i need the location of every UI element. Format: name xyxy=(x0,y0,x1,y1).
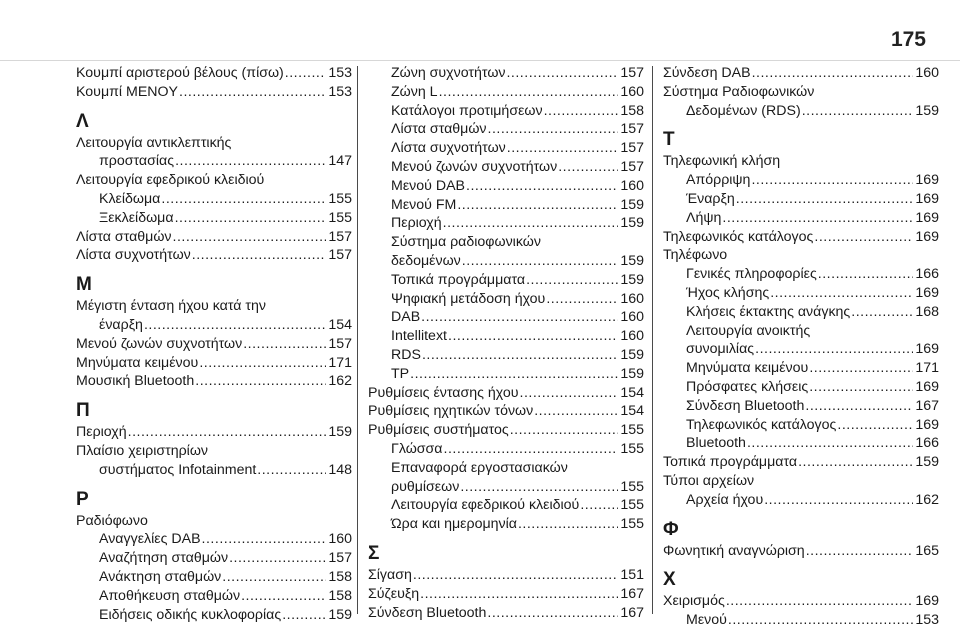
index-entry xyxy=(368,402,644,421)
dot-leader xyxy=(199,354,326,373)
dot-leader xyxy=(770,284,913,303)
index-entry-page: 169 xyxy=(915,593,939,610)
dot-leader xyxy=(243,335,326,354)
dot-leader xyxy=(506,64,618,83)
index-entry-page: 157 xyxy=(328,335,352,352)
index-entry-term: ρυθμίσεων xyxy=(391,478,460,495)
dot-leader xyxy=(195,372,326,391)
index-entry xyxy=(663,453,939,472)
index-entry xyxy=(368,290,644,309)
index-column-2 xyxy=(368,64,644,622)
index-entry xyxy=(663,491,939,510)
index-entry-term: Αναζήτηση σταθμών xyxy=(99,550,229,567)
dot-leader xyxy=(818,265,914,284)
index-entry xyxy=(76,423,352,442)
dot-leader xyxy=(526,271,618,290)
index-entry-term: Αναγγελίες DAB xyxy=(99,531,201,548)
index-entry xyxy=(76,152,352,171)
index-entry-term: Λίστα σταθμών xyxy=(76,228,172,245)
index-entry xyxy=(368,139,644,158)
dot-leader xyxy=(747,434,913,453)
dot-leader xyxy=(202,530,327,549)
index-entry-page: 153 xyxy=(915,612,939,629)
index-entry-term: Σύνδεση Bluetooth xyxy=(368,604,487,621)
index-entry-page: 159 xyxy=(620,365,644,382)
index-entry-page: 160 xyxy=(620,177,644,194)
dot-leader xyxy=(520,384,619,403)
index-entry-page: 160 xyxy=(915,65,939,81)
index-entry-page: 153 xyxy=(328,65,352,81)
index-entry xyxy=(368,346,644,365)
index-entry xyxy=(76,246,352,265)
index-entry-page: 155 xyxy=(328,190,352,207)
index-entry-term: Περιοχή xyxy=(391,215,442,232)
index-entry xyxy=(368,64,644,83)
dot-leader xyxy=(488,120,619,139)
index-entry xyxy=(76,335,352,354)
index-entry xyxy=(663,284,939,303)
index-entry-page: 151 xyxy=(620,566,644,583)
index-entry-page: 159 xyxy=(620,271,644,288)
index-entry-term: Κουμπί MENOY xyxy=(76,83,179,100)
index-entry-term: Ζώνη L xyxy=(391,83,438,100)
index-entry-term: Λειτουργία εφεδρικού κλειδιού xyxy=(391,497,580,514)
index-heading: Λειτουργία εφεδρικού κλειδιού xyxy=(76,172,265,189)
index-entry xyxy=(76,228,352,247)
index-entry-term: Κλήσεις έκτακτης ανάγκης xyxy=(686,303,851,320)
index-entry-term: Χειρισμός xyxy=(663,593,725,610)
index-entry xyxy=(76,587,352,606)
index-entry-page: 171 xyxy=(915,360,939,377)
index-entry xyxy=(368,271,644,290)
index-entry-term: Μενού ζωνών συχνοτήτων xyxy=(76,335,243,352)
index-entry-term: Ψηφιακή μετάδοση ήχου xyxy=(391,290,546,307)
index-entry-page: 158 xyxy=(328,568,352,585)
index-entry-term: Λίστα σταθμών xyxy=(391,121,487,138)
index-entry-term: Φωνητική αναγνώριση xyxy=(663,542,805,559)
index-entry-term: Intellitext xyxy=(391,328,447,345)
index-entry-term: Σύνδεση DAB xyxy=(663,65,751,81)
index-entry xyxy=(76,606,352,625)
index-heading: Λειτουργία ανοικτής xyxy=(686,322,811,339)
index-entry xyxy=(663,397,939,416)
index-entry-term: συστήματος Infotainment xyxy=(99,461,257,478)
index-entry xyxy=(368,120,644,139)
index-entry-term: συνομιλίας xyxy=(686,341,755,358)
index-entry xyxy=(368,365,644,384)
index-entry-term: Γλώσσα xyxy=(391,440,443,457)
dot-leader xyxy=(764,491,913,510)
index-entry-page: 155 xyxy=(620,440,644,457)
dot-leader xyxy=(161,190,326,209)
index-entry xyxy=(76,530,352,549)
index-entry-term: DAB xyxy=(391,309,421,326)
dot-leader xyxy=(144,316,326,335)
index-entry xyxy=(368,327,644,346)
index-entry-page: 167 xyxy=(620,604,644,621)
index-entry xyxy=(368,83,644,102)
index-entry-term: Ρυθμίσεις ηχητικών τόνων xyxy=(368,403,534,420)
index-heading: Τηλεφωνική κλήση xyxy=(663,153,781,170)
index-entry-page: 169 xyxy=(915,190,939,207)
index-entry-page: 159 xyxy=(620,215,644,232)
dot-leader xyxy=(462,252,619,271)
index-entry-page: 167 xyxy=(620,585,644,602)
index-entry-page: 147 xyxy=(328,153,352,170)
index-entry-term: Τηλεφωνικός κατάλογος xyxy=(686,416,837,433)
dot-leader xyxy=(173,228,327,247)
index-entry xyxy=(368,566,644,585)
index-entry xyxy=(663,171,939,190)
index-entry-page: 168 xyxy=(915,303,939,320)
dot-leader xyxy=(443,214,619,233)
index-entry-term: Κουμπί αριστερού βέλους (πίσω) xyxy=(76,65,284,81)
dot-leader xyxy=(558,158,618,177)
dot-leader xyxy=(444,440,619,459)
index-entry-page: 165 xyxy=(915,542,939,559)
index-entry xyxy=(76,461,352,480)
dot-leader xyxy=(798,453,913,472)
index-entry-page: 158 xyxy=(620,102,644,119)
dot-leader xyxy=(487,604,618,623)
index-entry xyxy=(368,384,644,403)
index-entry-page: 160 xyxy=(328,531,352,548)
dot-leader xyxy=(851,303,913,322)
index-entry-term: Σύζευξη xyxy=(368,585,420,602)
index-entry xyxy=(663,228,939,247)
index-entry-page: 160 xyxy=(620,328,644,345)
index-entry-term: Απόρριψη xyxy=(686,172,751,189)
index-entry xyxy=(368,177,644,196)
dot-leader xyxy=(736,190,914,209)
dot-leader xyxy=(175,152,326,171)
index-column-1 xyxy=(76,64,352,624)
index-entry xyxy=(663,434,939,453)
index-entry-term: Μενού xyxy=(686,612,727,629)
index-entry xyxy=(663,542,939,561)
index-entry-term: Λήψη xyxy=(686,209,722,226)
index-entry-page: 160 xyxy=(620,83,644,100)
index-entry xyxy=(76,83,352,102)
index-entry xyxy=(368,440,644,459)
index-entry-term: Αρχεία ήχου xyxy=(686,491,764,508)
index-entry-page: 157 xyxy=(328,228,352,245)
index-heading: Πλαίσιο χειριστηρίων xyxy=(76,442,209,459)
index-entry xyxy=(368,496,644,515)
index-entry-page: 157 xyxy=(328,247,352,264)
dot-leader xyxy=(752,64,914,83)
dot-leader xyxy=(510,421,619,440)
index-entry-page: 157 xyxy=(620,121,644,138)
dot-leader xyxy=(726,592,914,611)
index-entry-term: Μηνύματα κειμένου xyxy=(76,354,199,371)
dot-leader xyxy=(192,246,327,265)
index-entry-page: 157 xyxy=(620,140,644,157)
index-entry-page: 160 xyxy=(620,309,644,326)
dot-leader xyxy=(546,290,618,309)
section-letter: Χ xyxy=(663,569,676,591)
index-entry-term: Ήχος κλήσης xyxy=(686,284,770,301)
index-entry-term: Γενικές πληροφορίες xyxy=(686,266,817,283)
index-entry-page: 155 xyxy=(620,478,644,495)
index-entry xyxy=(368,585,644,604)
index-entry-term: Τοπικά προγράμματα xyxy=(391,271,526,288)
section-letter: Τ xyxy=(663,129,675,151)
index-entry-page: 160 xyxy=(620,290,644,307)
index-entry-page: 155 xyxy=(620,497,644,514)
index-entry xyxy=(76,64,352,83)
dot-leader xyxy=(257,461,326,480)
dot-leader xyxy=(728,611,913,630)
index-entry-term: Σίγαση xyxy=(368,566,412,583)
section-letter: Φ xyxy=(663,518,679,540)
index-heading: Τηλέφωνο xyxy=(663,247,728,264)
section-letter: Λ xyxy=(76,110,89,132)
index-entry xyxy=(663,378,939,397)
header-rule xyxy=(0,60,960,61)
index-entry xyxy=(368,515,644,534)
index-entry-term: Μενού DAB xyxy=(391,177,465,194)
index-entry-term: Τηλεφωνικός κατάλογος xyxy=(663,228,814,245)
section-letter: Π xyxy=(76,400,90,422)
index-entry xyxy=(663,340,939,359)
index-entry-page: 148 xyxy=(328,461,352,478)
dot-leader xyxy=(285,64,327,83)
index-entry-page: 159 xyxy=(328,606,352,623)
index-entry xyxy=(663,190,939,209)
dot-leader xyxy=(421,308,618,327)
index-entry-page: 169 xyxy=(915,284,939,301)
index-entry xyxy=(368,102,644,121)
index-entry-page: 169 xyxy=(915,341,939,358)
index-entry-term: Κατάλογοι προτιμήσεων xyxy=(391,102,543,119)
index-entry-page: 166 xyxy=(915,435,939,452)
index-entry xyxy=(663,359,939,378)
dot-leader xyxy=(179,83,326,102)
dot-leader xyxy=(802,102,914,121)
section-letter: Σ xyxy=(368,542,380,564)
dot-leader xyxy=(457,196,618,215)
index-entry-term: Bluetooth xyxy=(686,435,746,452)
index-entry xyxy=(76,549,352,568)
index-entry-term: Μουσική Bluetooth xyxy=(76,373,195,390)
dot-leader xyxy=(837,416,913,435)
index-heading: Σύστημα ραδιοφωνικών xyxy=(391,234,541,251)
dot-leader xyxy=(507,139,619,158)
index-entry xyxy=(368,196,644,215)
dot-leader xyxy=(422,346,618,365)
dot-leader xyxy=(420,585,618,604)
dot-leader xyxy=(413,566,618,585)
index-entry xyxy=(663,416,939,435)
index-entry xyxy=(76,568,352,587)
index-entry xyxy=(76,209,352,228)
index-entry-term: Μενού ζωνών συχνοτήτων xyxy=(391,158,558,175)
index-entry-term: TP xyxy=(391,365,410,382)
dot-leader xyxy=(448,327,618,346)
index-entry-page: 159 xyxy=(620,252,644,269)
index-entry xyxy=(368,308,644,327)
index-entry-term: Μενού FM xyxy=(391,196,457,213)
index-entry-page: 155 xyxy=(328,209,352,226)
index-entry-term: προστασίας xyxy=(99,153,175,170)
dot-leader xyxy=(806,542,914,561)
index-entry-term: Ειδήσεις οδικής κυκλοφορίας xyxy=(99,606,282,623)
index-entry-page: 155 xyxy=(620,516,644,533)
dot-leader xyxy=(534,402,618,421)
dot-leader xyxy=(439,83,619,102)
index-entry-page: 158 xyxy=(328,587,352,604)
dot-leader xyxy=(241,587,326,606)
dot-leader xyxy=(755,340,913,359)
index-entry-term: Δεδομένων (RDS) xyxy=(686,102,801,119)
index-heading: Μέγιστη ένταση ήχου κατά την xyxy=(76,298,266,315)
dot-leader xyxy=(580,496,618,515)
index-entry-term: Ζώνη συχνοτήτων xyxy=(391,65,506,81)
dot-leader xyxy=(809,378,913,397)
index-entry xyxy=(368,478,644,497)
dot-leader xyxy=(814,228,913,247)
index-entry xyxy=(663,265,939,284)
index-entry xyxy=(76,354,352,373)
dot-leader xyxy=(222,568,326,587)
dot-leader xyxy=(466,177,618,196)
dot-leader xyxy=(751,171,913,190)
dot-leader xyxy=(282,606,326,625)
index-entry-term: Σύνδεση Bluetooth xyxy=(686,397,805,414)
index-entry-page: 157 xyxy=(328,550,352,567)
index-entry-page: 169 xyxy=(915,416,939,433)
index-column-3 xyxy=(663,64,939,630)
dot-leader xyxy=(809,359,913,378)
index-entry xyxy=(76,372,352,391)
index-entry xyxy=(663,64,939,83)
index-entry-page: 169 xyxy=(915,378,939,395)
index-entry xyxy=(368,252,644,271)
dot-leader xyxy=(544,102,619,121)
dot-leader xyxy=(460,478,618,497)
index-entry-page: 154 xyxy=(620,403,644,420)
index-entry-term: Τοπικά προγράμματα xyxy=(663,454,798,471)
dot-leader xyxy=(128,423,327,442)
index-entry-page: 162 xyxy=(915,491,939,508)
index-entry xyxy=(368,604,644,623)
index-entry xyxy=(663,303,939,322)
section-letter: Μ xyxy=(76,274,92,296)
index-entry xyxy=(663,102,939,121)
index-entry xyxy=(368,158,644,177)
index-entry-term: Περιοχή xyxy=(76,424,127,441)
index-entry xyxy=(663,592,939,611)
column-divider xyxy=(652,66,653,614)
index-entry-term: Ανάκτηση σταθμών xyxy=(99,568,222,585)
index-heading: Τύποι αρχείων xyxy=(663,472,755,489)
index-entry-term: Λίστα συχνοτήτων xyxy=(76,247,191,264)
dot-leader xyxy=(229,549,326,568)
index-entry-page: 154 xyxy=(620,384,644,401)
index-entry-term: RDS xyxy=(391,346,421,363)
index-entry-page: 157 xyxy=(620,158,644,175)
index-entry-page: 159 xyxy=(915,102,939,119)
index-entry-page: 169 xyxy=(915,209,939,226)
index-entry-term: δεδομένων xyxy=(391,252,461,269)
index-entry xyxy=(663,209,939,228)
index-entry-term: Πρόσφατες κλήσεις xyxy=(686,378,809,395)
index-entry xyxy=(663,611,939,630)
index-entry-page: 159 xyxy=(328,424,352,441)
index-entry-term: Ώρα και ημερομηνία xyxy=(391,516,517,533)
index-entry-page: 169 xyxy=(915,228,939,245)
page-number: 175 xyxy=(890,28,926,51)
index-entry-term: Έναρξη xyxy=(686,190,735,207)
index-heading: Σύστημα Ραδιοφωνικών xyxy=(663,83,815,100)
index-entry-term: Ρυθμίσεις έντασης ήχου xyxy=(368,384,519,401)
index-entry-page: 159 xyxy=(915,454,939,471)
index-entry-page: 169 xyxy=(915,172,939,189)
index-entry xyxy=(368,421,644,440)
index-entry-page: 159 xyxy=(620,196,644,213)
index-entry-term: Κλείδωμα xyxy=(99,190,161,207)
index-entry xyxy=(76,316,352,335)
index-entry xyxy=(368,214,644,233)
index-entry-page: 153 xyxy=(328,83,352,100)
dot-leader xyxy=(175,209,327,228)
index-entry-term: Ξεκλείδωμα xyxy=(99,209,174,226)
dot-leader xyxy=(722,209,913,228)
index-heading: Λειτουργία αντικλεπτικής xyxy=(76,134,232,151)
index-entry-page: 155 xyxy=(620,422,644,439)
dot-leader xyxy=(805,397,913,416)
index-entry-term: Λίστα συχνοτήτων xyxy=(391,140,506,157)
index-entry-page: 167 xyxy=(915,397,939,414)
index-entry xyxy=(76,190,352,209)
index-entry-term: Μηνύματα κειμένου xyxy=(686,360,809,377)
index-entry-term: Ρυθμίσεις συστήματος xyxy=(368,422,509,439)
column-divider xyxy=(357,66,358,614)
index-entry-term: Αποθήκευση σταθμών xyxy=(99,587,241,604)
index-entry-page: 157 xyxy=(620,65,644,81)
section-letter: Ρ xyxy=(76,488,89,510)
dot-leader xyxy=(410,365,618,384)
index-entry-term: έναρξη xyxy=(99,316,143,333)
index-heading: Επαναφορά εργοστασιακών xyxy=(391,459,568,476)
index-heading: Ραδιόφωνο xyxy=(76,512,148,529)
index-entry-page: 166 xyxy=(915,266,939,283)
dot-leader xyxy=(518,515,618,534)
index-entry-page: 154 xyxy=(328,316,352,333)
index-entry-page: 171 xyxy=(328,354,352,371)
index-entry-page: 162 xyxy=(328,373,352,390)
index-entry-page: 159 xyxy=(620,346,644,363)
